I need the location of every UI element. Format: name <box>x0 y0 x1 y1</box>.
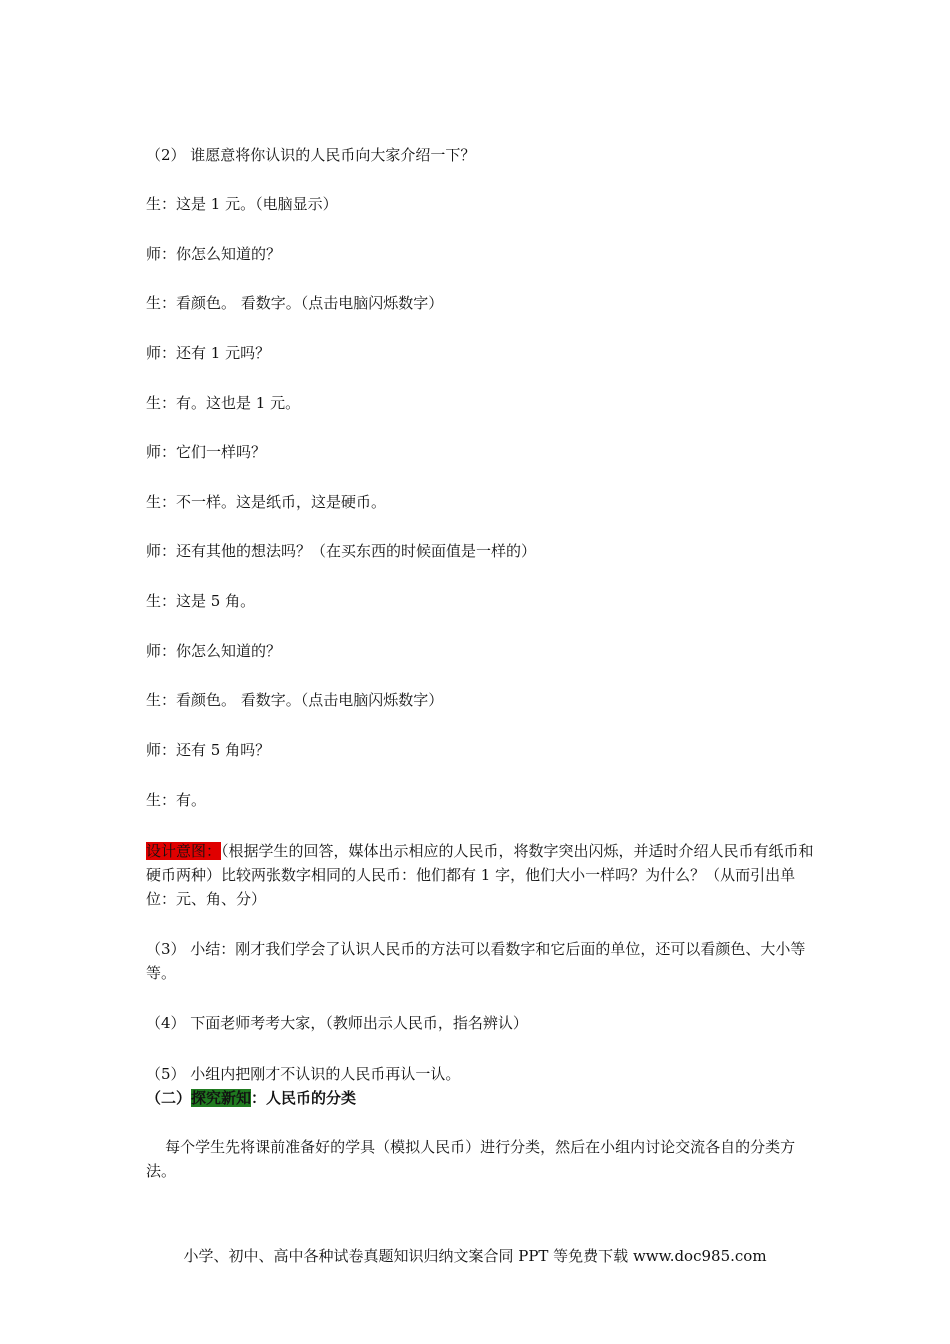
dialogue-line: 生：有。这也是 1 元。 <box>146 394 301 412</box>
section-suffix: ：人民币的分类 <box>251 1089 357 1107</box>
design-intent-label: 设计意图： <box>146 842 222 860</box>
dialogue-line: （2） 谁愿意将你认识的人民币向大家介绍一下？ <box>146 146 476 164</box>
dialogue-line: 师：它们一样吗？ <box>146 443 267 461</box>
summary-paragraph: （3） 小结：刚才我们学会了认识人民币的方法可以看数字和它后面的单位，还可以看颜色、大小等等。 <box>146 940 806 982</box>
dialogue-line: 生：看颜色。 看数字。（点击电脑闪烁数字） <box>146 294 444 312</box>
dialogue-line: 生：看颜色。 看数字。（点击电脑闪烁数字） <box>146 691 444 709</box>
dialogue-line: 生：不一样。这是纸币，这是硬币。 <box>146 493 387 511</box>
dialogue-line: 生：这是 5 角。 <box>146 592 256 610</box>
dialogue-line: 师：还有 1 元吗？ <box>146 344 271 362</box>
dialogue-line: 师：还有其他的想法吗？（在买东西的时候面值是一样的） <box>146 542 537 560</box>
section-highlight: 探究新知 <box>191 1089 252 1107</box>
dialogue-line: 师：你怎么知道的？ <box>146 245 282 263</box>
page-footer: 小学、初中、高中各种试卷真题知识归纳文案合同 PPT 等免费下载 www.doc985.com <box>183 1247 767 1265</box>
dialogue-line: 生：有。 <box>146 791 207 809</box>
design-intent-paragraph <box>146 839 814 911</box>
section-heading <box>146 1087 356 1109</box>
section-prefix: （二） <box>146 1089 192 1107</box>
list-item: （4） 下面老师考考大家，（教师出示人民币，指名辨认） <box>146 1014 528 1032</box>
body-paragraph: 每个学生先将课前准备好的学具（模拟人民币）进行分类，然后在小组内讨论交流各自的分类方法。 <box>146 1138 796 1180</box>
design-intent-text: （根据学生的回答，媒体出示相应的人民币，将数字突出闪烁，并适时介绍人民币有纸币和硬币两种）比较两张数字相同的人民币：他们都有 1 字，他们大小一样吗？为什么？（从而引出单位：元、角、分） <box>146 842 814 908</box>
list-item: （5） 小组内把刚才不认识的人民币再认一认。 <box>146 1065 461 1083</box>
dialogue-line: 师：你怎么知道的？ <box>146 642 282 660</box>
dialogue-line: 师：还有 5 角吗？ <box>146 741 271 759</box>
dialogue-line: 生：这是 1 元。（电脑显示） <box>146 195 338 213</box>
